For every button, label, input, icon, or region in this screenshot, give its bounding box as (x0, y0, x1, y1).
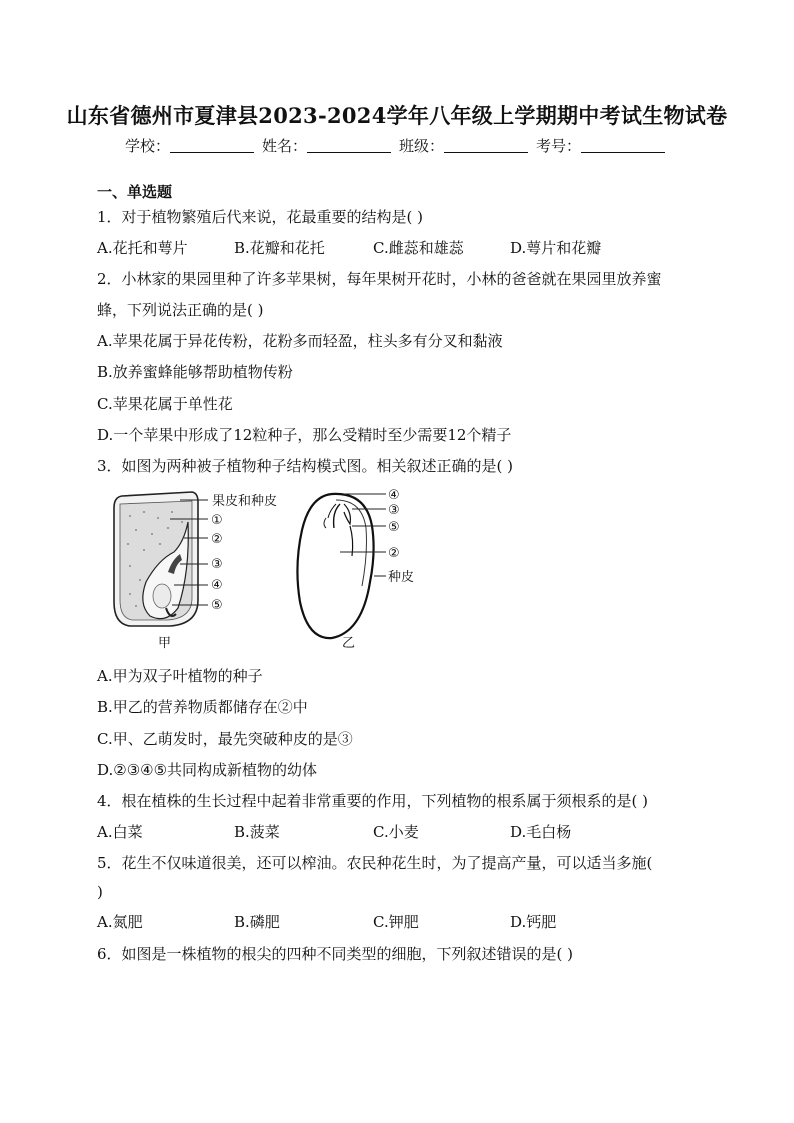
q2-stem-line2: 蜂，下列说法正确的是( ) (97, 301, 264, 319)
label-yi: 乙 (342, 636, 356, 651)
label-pericarp: 果皮和种皮 (212, 494, 278, 509)
jia-label-2: ② (211, 532, 223, 547)
q1-stem: 1．对于植物繁殖后代来说，花最重要的结构是( ) (97, 208, 424, 226)
jia-label-4: ④ (211, 578, 223, 593)
q3-option-d[interactable]: D.②③④⑤共同构成新植物的幼体 (97, 761, 318, 779)
q5-option-a[interactable]: A.氮肥 (97, 913, 143, 931)
class-blank[interactable] (444, 138, 528, 153)
q6-stem: 6．如图是一株植物的根尖的四种不同类型的细胞，下列叙述错误的是( ) (97, 945, 574, 963)
school-field (125, 135, 258, 156)
seed-yi (297, 494, 373, 638)
exam-no-label: 考号： (536, 137, 582, 155)
q2-option-a[interactable]: A.苹果花属于异花传粉，花粉多而轻盈，柱头多有分叉和黏液 (97, 332, 503, 350)
q2-option-c[interactable]: C.苹果花属于单性花 (97, 395, 233, 413)
page-title: 山东省德州市夏津县2023-2024学年八年级上学期期中考试生物试卷 (66, 103, 728, 128)
name-field (262, 135, 395, 156)
q4-option-b[interactable]: B.菠菜 (234, 823, 280, 841)
q3-option-a[interactable]: A.甲为双子叶植物的种子 (97, 667, 263, 685)
q4-option-d[interactable]: D.毛白杨 (510, 823, 572, 841)
q4-option-a[interactable]: A.白菜 (97, 823, 143, 841)
name-blank[interactable] (307, 138, 391, 153)
jia-label-3: ③ (211, 557, 223, 572)
exam-no-field (536, 135, 669, 156)
student-info-fields (0, 135, 794, 156)
yi-label-3: ③ (388, 503, 400, 518)
exam-no-blank[interactable] (581, 138, 665, 153)
label-jia: 甲 (158, 636, 172, 651)
q2-option-d[interactable]: D.一个苹果中形成了12粒种子，那么受精时至少需要12个精子 (97, 426, 512, 444)
q2-stem-line1: 2．小林家的果园里种了许多苹果树，每年果树开花时，小林的爸爸就在果园里放养蜜 (97, 270, 662, 288)
class-field (399, 135, 532, 156)
q2-option-b[interactable]: B.放养蜜蜂能够帮助植物传粉 (97, 363, 293, 381)
seed-structure-figure (100, 482, 440, 652)
q3-option-b[interactable]: B.甲乙的营养物质都储存在②中 (97, 698, 308, 716)
label-seed-coat: 种皮 (388, 570, 415, 585)
seed-jia (114, 492, 198, 626)
q1-option-d[interactable]: D.萼片和花瓣 (510, 239, 602, 257)
seed-diagram-svg (100, 482, 440, 652)
yi-label-2: ② (388, 546, 400, 561)
name-label: 姓名： (261, 137, 307, 155)
school-blank[interactable] (170, 138, 254, 153)
q3-option-c[interactable]: C.甲、乙萌发时，最先突破种皮的是③ (97, 730, 353, 748)
q5-stem-line2: ) (97, 883, 103, 901)
q5-option-b[interactable]: B.磷肥 (234, 913, 280, 931)
q4-option-c[interactable]: C.小麦 (373, 823, 419, 841)
jia-label-5: ⑤ (211, 598, 223, 613)
q5-option-c[interactable]: C.钾肥 (373, 913, 419, 931)
q5-option-d[interactable]: D.钙肥 (510, 913, 557, 931)
section-heading: 一、单选题 (97, 183, 173, 201)
q1-option-b[interactable]: B.花瓣和花托 (234, 239, 325, 257)
class-label: 班级： (399, 137, 445, 155)
q3-stem: 3．如图为两种被子植物种子结构模式图。相关叙述正确的是( ) (97, 457, 514, 475)
q5-stem-line1: 5．花生不仅味道很美，还可以榨油。农民种花生时，为了提高产量，可以适当多施( (97, 854, 653, 872)
jia-label-1: ① (211, 513, 223, 528)
q4-stem: 4．根在植株的生长过程中起着非常重要的作用，下列植物的根系属于须根系的是( ) (97, 792, 649, 810)
yi-label-4: ④ (388, 488, 400, 503)
yi-label-5: ⑤ (388, 520, 400, 535)
school-label: 学校： (124, 137, 170, 155)
q1-option-a[interactable]: A.花托和萼片 (97, 239, 188, 257)
q1-option-c[interactable]: C.雌蕊和雄蕊 (373, 239, 464, 257)
